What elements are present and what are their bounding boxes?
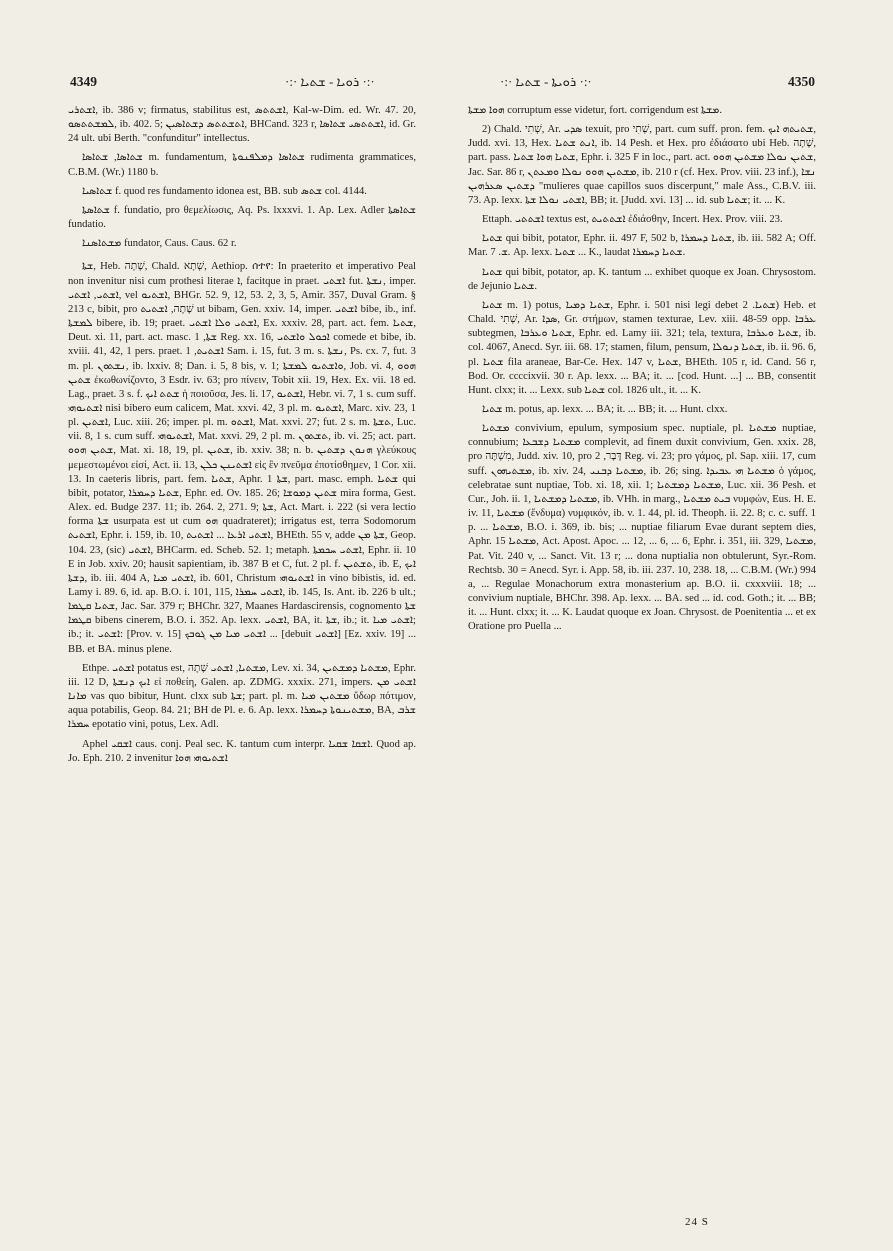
page-number-left: 4349 (70, 74, 97, 89)
entry-paragraph: ܐܫܬܪܝ, ib. 386 v; firmatus, stabilitus est, ܐܫܬܬܣ, Kal-w-Dim. ed. Wr. 47. 20, ܠܡܫܬܬܣܘ, ib. 402. 5; ܐܬܫܬܬܣ ܕܫܬܐܣܝܢ, BHCand. 323 r, ܐܫܬܬܣܝ ܫܬܐܣܐ, id. Gr. 24 ult. ubi Berth. "confunditur" intellectus. (68, 105, 416, 145)
entry-paragraph: ܫܬܝܐ qui bibit, potator, Ephr. ii. 497 F, 502 b, ܫܬܝܐ ܕܚܡܪܐ, ib. iii. 582 A; Off. Mar. ܫ. 7. Ap. lexx. ܫܬܝܐ ... K., laudat ܫܬܝܐ ܕܚܡܪܐ. (468, 233, 816, 259)
entry-paragraph: ܡܫܬܐܣܢܐ fundator, Caus. Caus. 62 r. (82, 238, 237, 250)
entry-paragraph: ܫܬܝܐ m. potus, ap. lexx. ... BA; it. ... BB; it. ... Hunt. clxx. (482, 403, 728, 415)
left-column (68, 104, 416, 1214)
entry-paragraph: ܫܬܝܐ qui bibit, potator, ap. K. tantum ... exhibet quoque ex Joan. Chrysostom. de Jejunio ܫܬܝܐ. (468, 266, 816, 292)
entry-paragraph: ܫܬܐܣܐ, ܫܬܐܣܐ m. fundamentum, ܫܬܐܣܐ ܕܡܠܦܢܘܬܐ rudimenta grammatices, C.B.M. (Wr.) 1180 b. (68, 152, 416, 178)
entry-paragraph: Ettaph. ܐܫܬܬܝ textus est, ܐܫܬܬܝܬ ἐδιάσθην, Incert. Hex. Prov. viii. 23. (482, 214, 783, 226)
entry-paragraph: Aphel ܐܫܩܝ caus. conj. Peal sec. K. tantum cum interpr. ܐܫܩܐ ܫܩܝܐ. Quod ap. Jo. Eph. 210. 2 invenitur ܐܫܬܝܘܗܝ ܗܘܐ (68, 738, 416, 764)
entry-paragraph: ܫܬܝܐ m. 1) potus, ܫܬܝܐ ܕܡܝܐ, Ephr. i. 501 nisi legi debet ܫܬܝܐ. 2) Heb. et Chald. שְׁתִי, Ar. ܣܕܐ, Gr. στήμων, stamen texturae, Lev. xiii. 48-59 opp. ܥܪܒܐ subtegmen, ܫܬܝܐ ܘܥܪܒܐ, Ephr. ed. Lamy iii. 321; tela, textura, ܫܬܝܐ ܘܥܪܒܐ, ib. col. 4067, Anecd. Syr. iii. 68. 17; stamen, filum, pensum, ܫܬܝܐ ܕܢܘܠܐ, ib. ii. 96. 6, pl. ܫܬܝܐ fila araneae, Bar-Ce. Hex. 147 v, ܫܬܝܐ, BHEth. 105 r, id. Cand. 56 r, Bod. Or. ccccixvii. 30 r. Ap. lexx. ... BA; it. ... [cod. Hunt. ...] ... BB, consentit Hunt. clxx; it. ... Lexx. sub ܫܬܝܐ col. 1826 ult., it. ... K. (468, 299, 816, 396)
right-column (468, 104, 816, 1214)
entry-paragraph: 2) Chald. שְׁתִי, Ar. ܣܕܝ texuit, pro שְׁתִי, part. cum suff. pron. fem. ܫܬܝܬܗ ܐܝܟ, Judd. xvi. 13, Hex. ܐܢܬ ܫܬܝܐ, ib. 14 Pesh. et Hex. pro ἐδιάσατο ubi Heb. שָׁתָה, part. pass. ܫܬܝܐ ܗܘܐ ܫܬܝܐ, Ephr. i. 325 F in loc., part. act. ܫܬܝܢ ܢܘܠܐ ܡܫܬܝܢ ܗܘܘ, Jac. Sar. 86 r, ܡܫܬܝܢ ܗܘܘ ܢܘܠܐ ܘܡܥܬܢ, ib. 210 r (cf. Hex. Prov. viii. 23 inf.), ܢܫܐ ܕܫܬܝܢ ܣܥܪܗܝܢ "mulieres quae capillos suos discerpunt," male Ass., C.B.V. iii. 73. Ap. lexx. ܐܫܬܝ ܢܘܠܐ ܫܬܐ, BB; it. [Judd. xvi. 13] ... id. sub ܫܬܝܐ; it. ... K. (468, 124, 816, 206)
running-head-right: ·:· ܪܘܝܬܐ - ܫܬܝܐ ·:· (500, 74, 592, 89)
signature-mark: 24 S (685, 1216, 709, 1228)
entry-paragraph: ܫܬܐܣܬܐ f. fundatio, pro θεμελίωσις, Aq. Ps. lxxxvi. 1. Ap. Lex. Adler ܫܬܐܣܬܐ fundatio. (68, 204, 416, 231)
entry-paragraph: Ethpe. ܐܫܬܝ potatus est, ܡܫܬܝܐ, ܐܫܬܝ שָׁתָה, Lev. xi. 34, ܡܫܬܝܐ ܕܡܫܬܝܢ, Ephr. iii. 12 D, ܐܝܟ ܕܢܫܬܐ εἰ ποθείη, Galen. ap. ZDMG. xxxix. 271, impers. ܐܫܬܝ ܡܢ ܡܐܢܐ vas quo bibitur, Hunt. clxx sub ܫܬܐ; part. pl. m. ܡܫܬܝܢ ܡܝܐ ὕδωρ πότιμον, aqua potabilis, Geop. 84. 21; BH de Pl. e. 6. Ap. lexx. ܡܫܬܝܢܘܬܐ ܕܚܡܪܐ, BA, ܫܪܒ ܚܡܪܐ epotatio vini, potus, Lex. Adl. (68, 662, 416, 731)
entry-paragraph: ܗܘܐ ܡܫܬܐ corruptum esse videtur, fort. corrigendum est ܡܫܬܐ. (468, 105, 722, 116)
entry-paragraph: ܡܫܬܝܐ convivium, epulum, symposium spec. nuptiale, pl. ܡܫܬܝܐ nuptiae, connubium; ܡܫܬܝܐ ܕܫܒܥܐ complevit, ad finem duxit convivium, Gen. xxix. 28, pro מִשְׁתֶּה, Judd. xiv. 10, pro דָּבָר, 2 Reg. vi. 23; pro γάμος, pl. Sap. xiii. 17, cum suff. ܡܫܬܝܗܘܢ, ib. xiv. 24, ܡܫܬܝܐ ܕܒܢܝ, ib. 26; sing. ܡܫܬܝܐ ܗܝ ܥܒܝܕܐ ὁ γάμος, celebratae sunt nuptiae, Tob. xi. 18, xii. 1; ܡܫܬܝܐ ܕܡܫܬܝܐ, Luc. xii. 36 Pesh. et Cur., Joh. ii. 1, ܡܫܬܝܐ ܕܡܫܬܝܐ, ib. VHh. in marg., ܒܝܬ ܡܫܬܝܐ νυμφών, Eus. H. E. iv. 11, ܡܫܬܝܐ (ἔνδυμα) νυμφικόν, ib. v. 1. 44, pl. id. Theoph. ii. 22. 8; c. c. suff. 1 p. ... ܡܫܬܝܐ, B.O. i. 369, ib. bis; ... nuptiae filiarum Evae durant septem dies, Aphr. ܡܫܬܝܐ 15, Act. Apost. Apoc. ... 12, ... 6, ... 6, Ephr. i. 351, iii. 329, ܡܫܬܝܐ, Pat. Vit. 240 v, ... Sanct. Vit. 13 r; ... dona nuptialia non obtulerunt, Syr.-Rom. Rechtsb. 30 = Anecd. Syr. i. App. 58, ib. iii. 237. 10, 238. 18, ... C.B.M. (Wr.) 994 a, ... Regulae Monachorum extra monasterium ap. B.O. ii. cxxxviii. 18; ... convivium nuptiale, BHChr. 398. Ap. lexx. ... BA. sed ... id. cod. Goth.; it. ... BB; it. ... Hunt. clxx; it. ... K. Laudat quoque ex Joan. Chrysost. de Poenitentia ... et ex Oratione pro Puella ... (468, 423, 816, 633)
page-header (70, 74, 815, 98)
entry-paragraph: ܫܬܐܣܝܐ f. quod res fundamento idonea est, BB. sub ܫܬܣ col. 4144. (82, 185, 367, 197)
entry-paragraph: ܫܬܐ, Heb. שָׁתָה, Chald. שְׁתָא, Aethiop. ሰተየ: In praeterito et imperativo Peal non invenitur nisi cum prothesi literae ܐ, facitque in praet. ܐܫܬܝ fut. ܢܫܬܐ, imper. ܐܫܬܝ, ܐܫܬܝ, vel ܐܫܬܝܘ, BHGr. 52. 9, 12, 53. 2, 3, 5, Amir. 357, Duval Gram. § 213 c, bibit, pro שָׁתָה, ܐܫܬܝܬ ut bibam, Gen. xxiv. 14, imper. ܐܫܬܝ bibe, ib., inf. ܠܡܫܬܐ bibere, ib. 19; praet. ܐܫܬܝ ܘܠܐ ܐܫܬܝ, Ex. xxxiv. 28, part. act. fem. ܫܬܝܐ, Deut. xi. 11, part. act. masc. ܫܬܐ, 1 Reg. xx. 16, ܐܟܘܠ ܘܐܫܬܝ comede et bibe, ib. xviii. 41, 42, 1 pers. praet. ܐܫܬܝܬ, 1 Sam. i. 15, fut. 3 m. s. ܢܫܬܐ, Ps. cx. 7, fut. 3 m. pl. ܢܫܬܘܢ, ib. lxxiv. 8; Dan. i. 5, 8 bis, v. 1; ܘܐܫܬܝܘ ܠܡܫܬܐ, Job. vi. 4, ܗܘܘ ܫܬܝܢ ἐκωθωνίζοντο, 3 Esdr. iv. 63; pro πίνειν, Tobit xii. 19, Hex. Ex. vii. 18 ed. Lag., praet. 3 s. f. ܫܬܬ ܐܝܟ ἡ ποιοῦσα, Jes. li. 17, ܐܫܬܝܘ, Hebr. vi. 7, 1 s. cum suff. ܐܫܬܝܘܗܝ nisi bibero eum calicem, Mat. xxvi. 42, 3 pl. m. ܐܫܬܝܘ, Marc. xiv. 23, 1 pl. ܐܫܬܝܢ, Luc. xiii. 26; imper. pl. m. ܐܫܬܘ, Mat. xxvi. 27; fut. 2 s. m. ܬܫܬܐ, Luc. vii. 8, 1 s. cum suff. ܐܫܬܝܘܗܝ, Mat. xxvi. 29, 2 pl. m. ܬܫܬܘܢ, ib. vi. 25; act. part. ܫܬܝܢ ܗܘܘ, Mat. xi. 18, 19, pl. ܫܬܝܢ, ib. xxiv. 38; n. b. ܗܢܘܢ ܕܫܬܝܢ γλεύκους μεμεστωμένοι εἰσί, Act. ii. 13, ܐܫܬܝܢܢ ܟܠܢ εἰς ἓν πνεῦμα ἐποτίσθημεν, 1 Cor. xii. 13. In caeteris libris, part. fem. ܫܬܝܐ, Aphr. ܫܬܐ 1, part. masc. emph. ܫܬܝܐ qui bibit, potator, ܫܬܝܐ ܕܚܡܪܐ, Ephr. ed. Ov. 185. 26; ܫܬܝܢ ܕܡܘܫܐ mira forma, Gest. Alex. ed. Budge 237. 11; ib. 264. 2, 271. 9; ܫܬܐ, Act. Mart. i. 222 (si vera lectio forma ܫܬܐ usurpata est ut cum ܗܘ quadrateret); irrigatus est, terra Sodomorum ܐܫܬܝܬ, Ephr. i. 159, ib. 10, ܐܫܬܝ ܐܪܥܐ ... ܐܫܬܝܬ, BHEth. 55 v, adde ܫܬܐ ܡܢ, Geop. 104. 23, (sic) ܐܫܬܝ, BHCarm. ed. Scheb. 52. 1; metaph. ܐܫܬܝ ܚܟܡܬܐ, Ephr. ii. 10 E in Job. xxiv. 20; hausit sapientiam, ib. 387 B et C, fut. 2 pl. f. ܬܫܬܝܢ, ib. E, ܐܝܟ ܕܫܬܐ, ib. iii. 404 A, ܐܫܬܝ ܡܝܐ, ib. 601, Christum ܐܫܬܝܘܗܝ in vino bibistis, id. ed. Lamy i. 89. 6, id. ap. B.O. i. 101, 115, ܐܫܬܝ ܚܡܪܐ, ib. 145, Is. Ant. ib. 226 b ult.; ܫܬܝܐ ܩܛܡܐ, Jac. Sar. 379 r; BHChr. 327, Maanes Hardascirensis, cognomento ܫܬܐ ܩܛܡܐ bibens cinerem, B.O. i. 352. Ap. lexx. ܐܫܬܝ, BA, it. ܫܬܐ, ib.; it. ܐܫܬܝ ܡܝܐ; ib.; it. ܐܫܬܝ: [Prov. v. 15] ܐܫܬܝ ܡܝܐ ܡܢ ܓܘܒܟ ... [debuit ܐܫܬܝ] [Ez. xxiv. 19] ... BB. et BA. minus plene. (68, 261, 416, 655)
running-head-left: ·:· ܪܘܝܐ - ܫܬܝܐ ·:· (285, 74, 375, 89)
page-number-right: 4350 (788, 74, 815, 89)
